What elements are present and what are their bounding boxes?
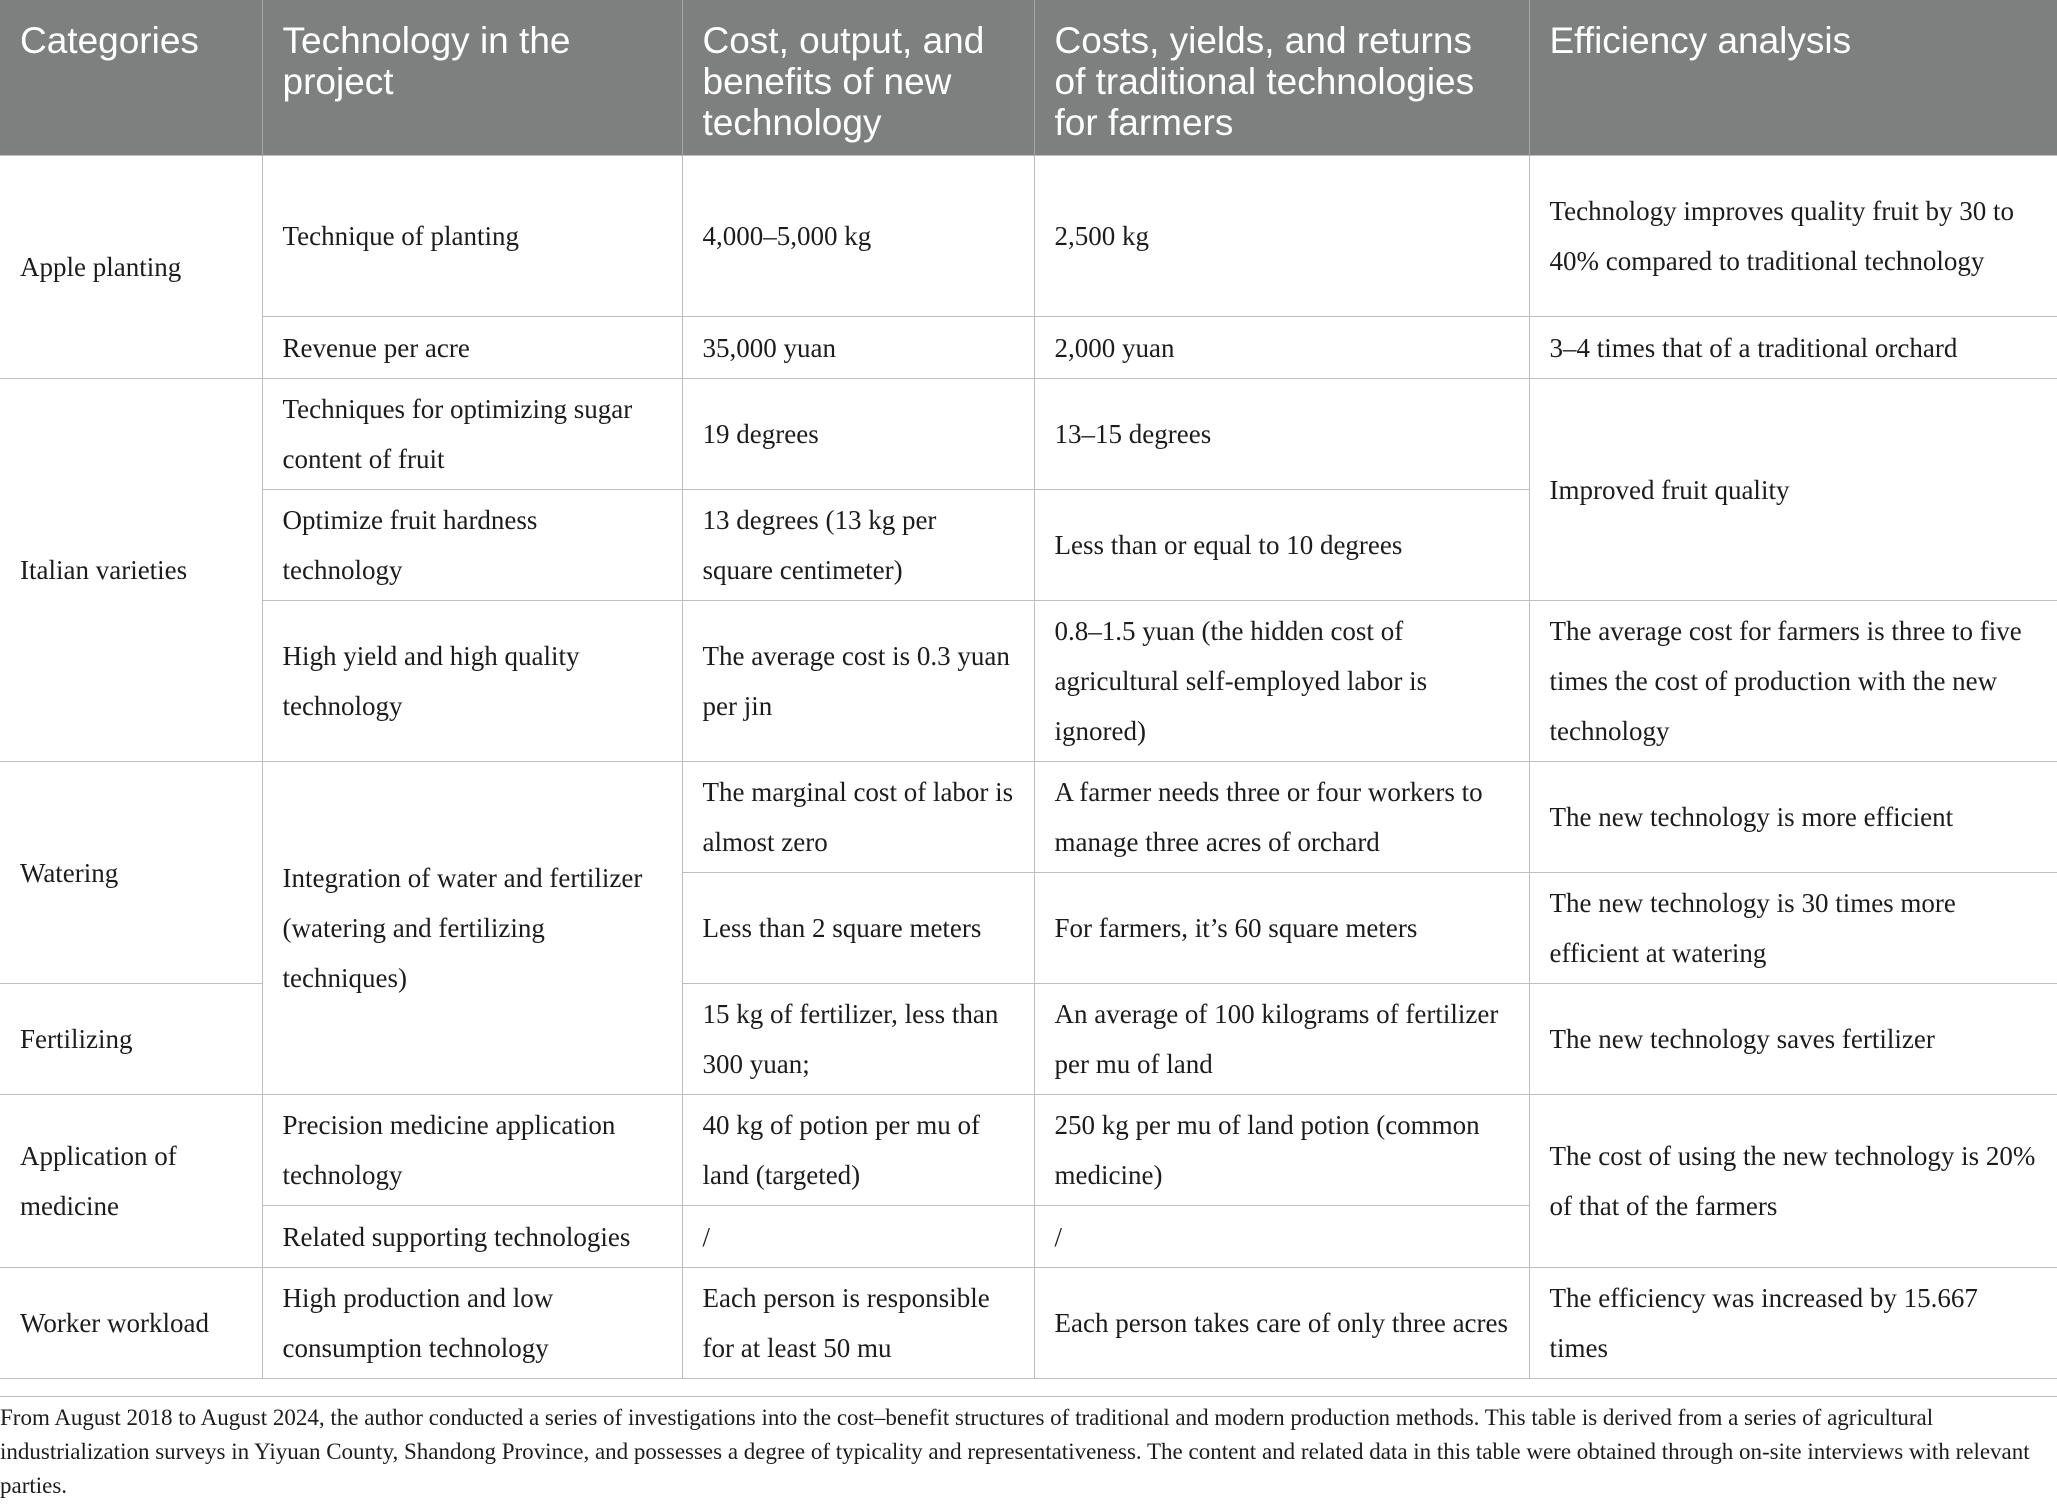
category-cell: Italian varieties bbox=[0, 379, 262, 762]
header-new-technology: Cost, output, and benefits of new technology bbox=[682, 0, 1034, 156]
header-categories: Categories bbox=[0, 0, 262, 156]
traditional-cell: 250 kg per mu of land potion (common medicine) bbox=[1034, 1095, 1529, 1206]
efficiency-cell: The new technology is 30 times more efficient at watering bbox=[1529, 873, 2057, 984]
traditional-cell: An average of 100 kilograms of fertilizer per mu of land bbox=[1034, 984, 1529, 1095]
technology-cell: Precision medicine application technology bbox=[262, 1095, 682, 1206]
traditional-cell: Each person takes care of only three acres bbox=[1034, 1268, 1529, 1379]
efficiency-cell: The cost of using the new technology is 20% of that of the farmers bbox=[1529, 1095, 2057, 1268]
header-technology: Technology in the project bbox=[262, 0, 682, 156]
table-row bbox=[0, 762, 2057, 873]
technology-cell: Integration of water and fertilizer (watering and fertilizing techniques) bbox=[262, 762, 682, 1095]
traditional-cell: 0.8–1.5 yuan (the hidden cost of agricultural self-employed labor is ignored) bbox=[1034, 601, 1529, 762]
category-cell: Application of medicine bbox=[0, 1095, 262, 1268]
category-cell: Watering bbox=[0, 762, 262, 984]
table-row bbox=[0, 379, 2057, 490]
category-cell: Worker workload bbox=[0, 1268, 262, 1379]
efficiency-cell: 3–4 times that of a traditional orchard bbox=[1529, 317, 2057, 379]
efficiency-cell: The average cost for farmers is three to five times the cost of production with the new technology bbox=[1529, 601, 2057, 762]
efficiency-cell: The new technology saves fertilizer bbox=[1529, 984, 2057, 1095]
traditional-cell: For farmers, it’s 60 square meters bbox=[1034, 873, 1529, 984]
new-tech-cell: 19 degrees bbox=[682, 379, 1034, 490]
table-row bbox=[0, 1095, 2057, 1206]
table-row bbox=[0, 1268, 2057, 1379]
efficiency-cell: Improved fruit quality bbox=[1529, 379, 2057, 601]
technology-cell: High production and low consumption technology bbox=[262, 1268, 682, 1379]
new-tech-cell: 4,000–5,000 kg bbox=[682, 156, 1034, 317]
technology-cell: Revenue per acre bbox=[262, 317, 682, 379]
efficiency-cell: The new technology is more efficient bbox=[1529, 762, 2057, 873]
technology-cell: Technique of planting bbox=[262, 156, 682, 317]
header-row bbox=[0, 0, 2057, 156]
traditional-cell: / bbox=[1034, 1206, 1529, 1268]
traditional-cell: 2,000 yuan bbox=[1034, 317, 1529, 379]
traditional-cell: Less than or equal to 10 degrees bbox=[1034, 490, 1529, 601]
new-tech-cell: 15 kg of fertilizer, less than 300 yuan; bbox=[682, 984, 1034, 1095]
category-cell: Apple planting bbox=[0, 156, 262, 379]
efficiency-cell: Technology improves quality fruit by 30 to 40% compared to traditional technology bbox=[1529, 156, 2057, 317]
new-tech-cell: The marginal cost of labor is almost zero bbox=[682, 762, 1034, 873]
table-row bbox=[0, 317, 2057, 379]
new-tech-cell: / bbox=[682, 1206, 1034, 1268]
technology-cell: Techniques for optimizing sugar content of fruit bbox=[262, 379, 682, 490]
category-cell: Fertilizing bbox=[0, 984, 262, 1095]
technology-cell: Related supporting technologies bbox=[262, 1206, 682, 1268]
new-tech-cell: 13 degrees (13 kg per square centimeter) bbox=[682, 490, 1034, 601]
new-tech-cell: 35,000 yuan bbox=[682, 317, 1034, 379]
table-row bbox=[0, 601, 2057, 762]
table-footnote: From August 2018 to August 2024, the author conducted a series of investigations into the cost–benefit structures of traditional and modern production methods. This table is derived from a series of agricultural industrialization surveys in Yiyuan County, Shandong Province, and possesses a degree of typicality and representativeness. The content and related data in this table were obtained through on-site interviews with relevant parties. bbox=[0, 1396, 2057, 1503]
technology-cell: Optimize fruit hardness technology bbox=[262, 490, 682, 601]
new-tech-cell: The average cost is 0.3 yuan per jin bbox=[682, 601, 1034, 762]
traditional-cell: 2,500 kg bbox=[1034, 156, 1529, 317]
new-tech-cell: Each person is responsible for at least 50 mu bbox=[682, 1268, 1034, 1379]
technology-cell: High yield and high quality technology bbox=[262, 601, 682, 762]
new-tech-cell: 40 kg of potion per mu of land (targeted) bbox=[682, 1095, 1034, 1206]
header-traditional-technology: Costs, yields, and returns of traditional technologies for farmers bbox=[1034, 0, 1529, 156]
traditional-cell: A farmer needs three or four workers to manage three acres of orchard bbox=[1034, 762, 1529, 873]
new-tech-cell: Less than 2 square meters bbox=[682, 873, 1034, 984]
header-efficiency-analysis: Efficiency analysis bbox=[1529, 0, 2057, 156]
efficiency-cell: The efficiency was increased by 15.667 times bbox=[1529, 1268, 2057, 1379]
table-row bbox=[0, 156, 2057, 317]
traditional-cell: 13–15 degrees bbox=[1034, 379, 1529, 490]
